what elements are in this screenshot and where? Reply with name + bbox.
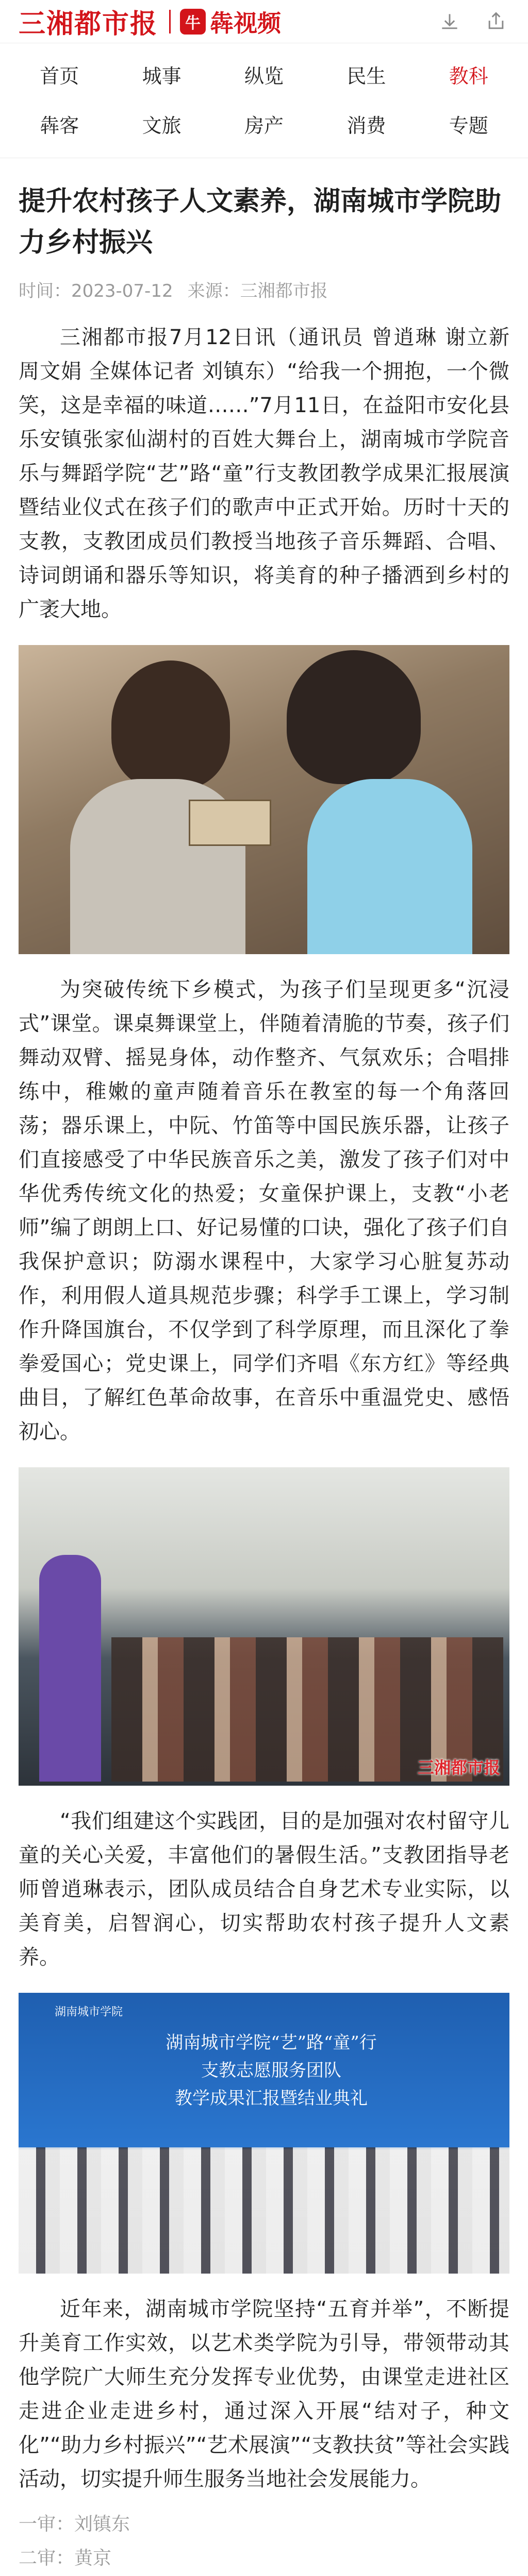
download-icon[interactable] — [438, 10, 461, 33]
nav-item-benke[interactable]: 犇客 — [40, 114, 79, 137]
article-photo-group-banner[interactable] — [19, 1993, 509, 2274]
article — [0, 158, 528, 2576]
brand-divider — [169, 10, 171, 33]
article-paragraph: 近年来，湖南城市学院坚持“五育并举”，不断提升美育工作实效，以艺术类学院为引导，带领带动其他学院广大师生充分发挥专业优势，由课堂走进社区走进企业走进乡村，通过深入开展“结对子，种文化”“助力乡村振兴”“艺术展演”“支教扶贫”等社会实践活动，切实提升师生服务当地社会发展能力。 — [19, 2297, 509, 2491]
banner-line: 教学成果汇报暨结业典礼 — [175, 2088, 368, 2109]
channel-nav-row-2 — [0, 101, 528, 150]
video-brand-name[interactable]: 犇视频 — [210, 9, 282, 37]
publish-time: 时间：2023-07-12 — [19, 281, 173, 301]
article-meta — [19, 277, 509, 302]
child-figure — [287, 650, 421, 784]
nav-item-special[interactable]: 专题 — [449, 114, 488, 137]
top-bar — [0, 0, 528, 43]
article-paragraph: “我们组建这个实践团，目的是加强对农村留守儿童的关心关爱，丰富他们的暑假生活。”支教团指导老师曾逍琳表示，团队成员结合自身艺术专业实际，以美育美，启智润心，切实帮助农村孩子提升人文素养。 — [19, 1809, 509, 1969]
handmade-model — [189, 800, 271, 846]
article-photo-classroom[interactable] — [19, 1467, 509, 1786]
channel-nav-row-1 — [0, 52, 528, 101]
nav-item-consumer[interactable]: 消费 — [346, 114, 386, 137]
nav-item-culture-travel[interactable]: 文旅 — [142, 114, 182, 137]
share-icon[interactable] — [485, 10, 507, 33]
channel-nav — [0, 43, 528, 158]
article-paragraph: 三湘都市报7月12日讯（通讯员 曾逍琳 谢立新 周文娟 全媒体记者 刘镇东）“给我一个拥抱，一个微笑，这是幸福的味道……”7月11日，在益阳市安化县乐安镇张家仙湖村的百姓大舞台上，湖南城市学院音乐与舞蹈学院“艺”路“童”行支教团教学成果汇报展演暨结业仪式在孩子们的歌声中正式开始。历时十天的支教，支教团成员们教授当地孩子音乐舞蹈、合唱、诗词朗诵和器乐等知识，将美育的种子播洒到乡村的广袤大地。 — [19, 326, 509, 621]
article-photo-handicraft[interactable] — [19, 645, 509, 954]
child-figure — [111, 660, 230, 789]
nav-item-overview[interactable]: 纵览 — [244, 65, 284, 88]
banner-line: 支教志愿服务团队 — [201, 2060, 341, 2081]
nav-item-livelihood[interactable]: 民生 — [346, 65, 386, 88]
nav-item-home[interactable]: 首页 — [40, 65, 79, 88]
editor-first-review: 一审：刘镇东 — [19, 2514, 130, 2535]
nav-item-realestate[interactable]: 房产 — [244, 114, 284, 137]
photo-watermark: 三湘都市报 — [417, 1758, 500, 1777]
banner-line: 湖南城市学院“艺”路“童”行 — [166, 2032, 377, 2053]
article-source: 来源：三湘都市报 — [187, 281, 328, 301]
article-paragraph: 为突破传统下乡模式，为孩子们呈现更多“沉浸式”课堂。课桌舞课堂上，伴随着清脆的节奏，孩子们舞动双臂、摇晃身体，动作整齐、气氛欢乐；合唱排练中，稚嫩的童声随着音乐在教室的每一个角落回荡；器乐课上，中阮、竹笛等中国民族乐器，让孩子们直接感受了中华民族音乐之美，激发了孩子们对中华优秀传统文化的热爱；女童保护课上，支教“小老师”编了朗朗上口、好记易懂的口诀，强化了孩子们自我保护意识；防溺水课程中，大家学习心脏复苏动作，利用假人道具规范步骤；科学手工课上，学习制作升降国旗台，不仅学到了科学原理，而且深化了拳拳爱国心；党史课上，同学们齐唱《东方红》等经典曲目，了解红色革命故事，在音乐中重温党史、感悟初心。 — [19, 978, 509, 1444]
nav-item-city[interactable]: 城事 — [142, 65, 182, 88]
banner-text — [101, 2029, 441, 2112]
banner-school-logo: 湖南城市学院 — [55, 2006, 123, 2019]
child-shirt — [307, 779, 472, 954]
article-title: 提升农村孩子人文素养，湖南城市学院助力乡村振兴 — [19, 186, 502, 258]
editor-credits — [19, 2507, 509, 2576]
nav-item-education[interactable]: 教科 — [449, 65, 488, 88]
brand-logo[interactable]: 三湘都市报 — [19, 8, 158, 40]
group-photo-people — [19, 2147, 509, 2274]
teacher-figure — [39, 1555, 101, 1782]
top-actions — [438, 10, 507, 33]
editor-second-review: 二审：黄京 — [19, 2548, 112, 2569]
video-logo-icon[interactable]: 牛 — [180, 9, 206, 35]
